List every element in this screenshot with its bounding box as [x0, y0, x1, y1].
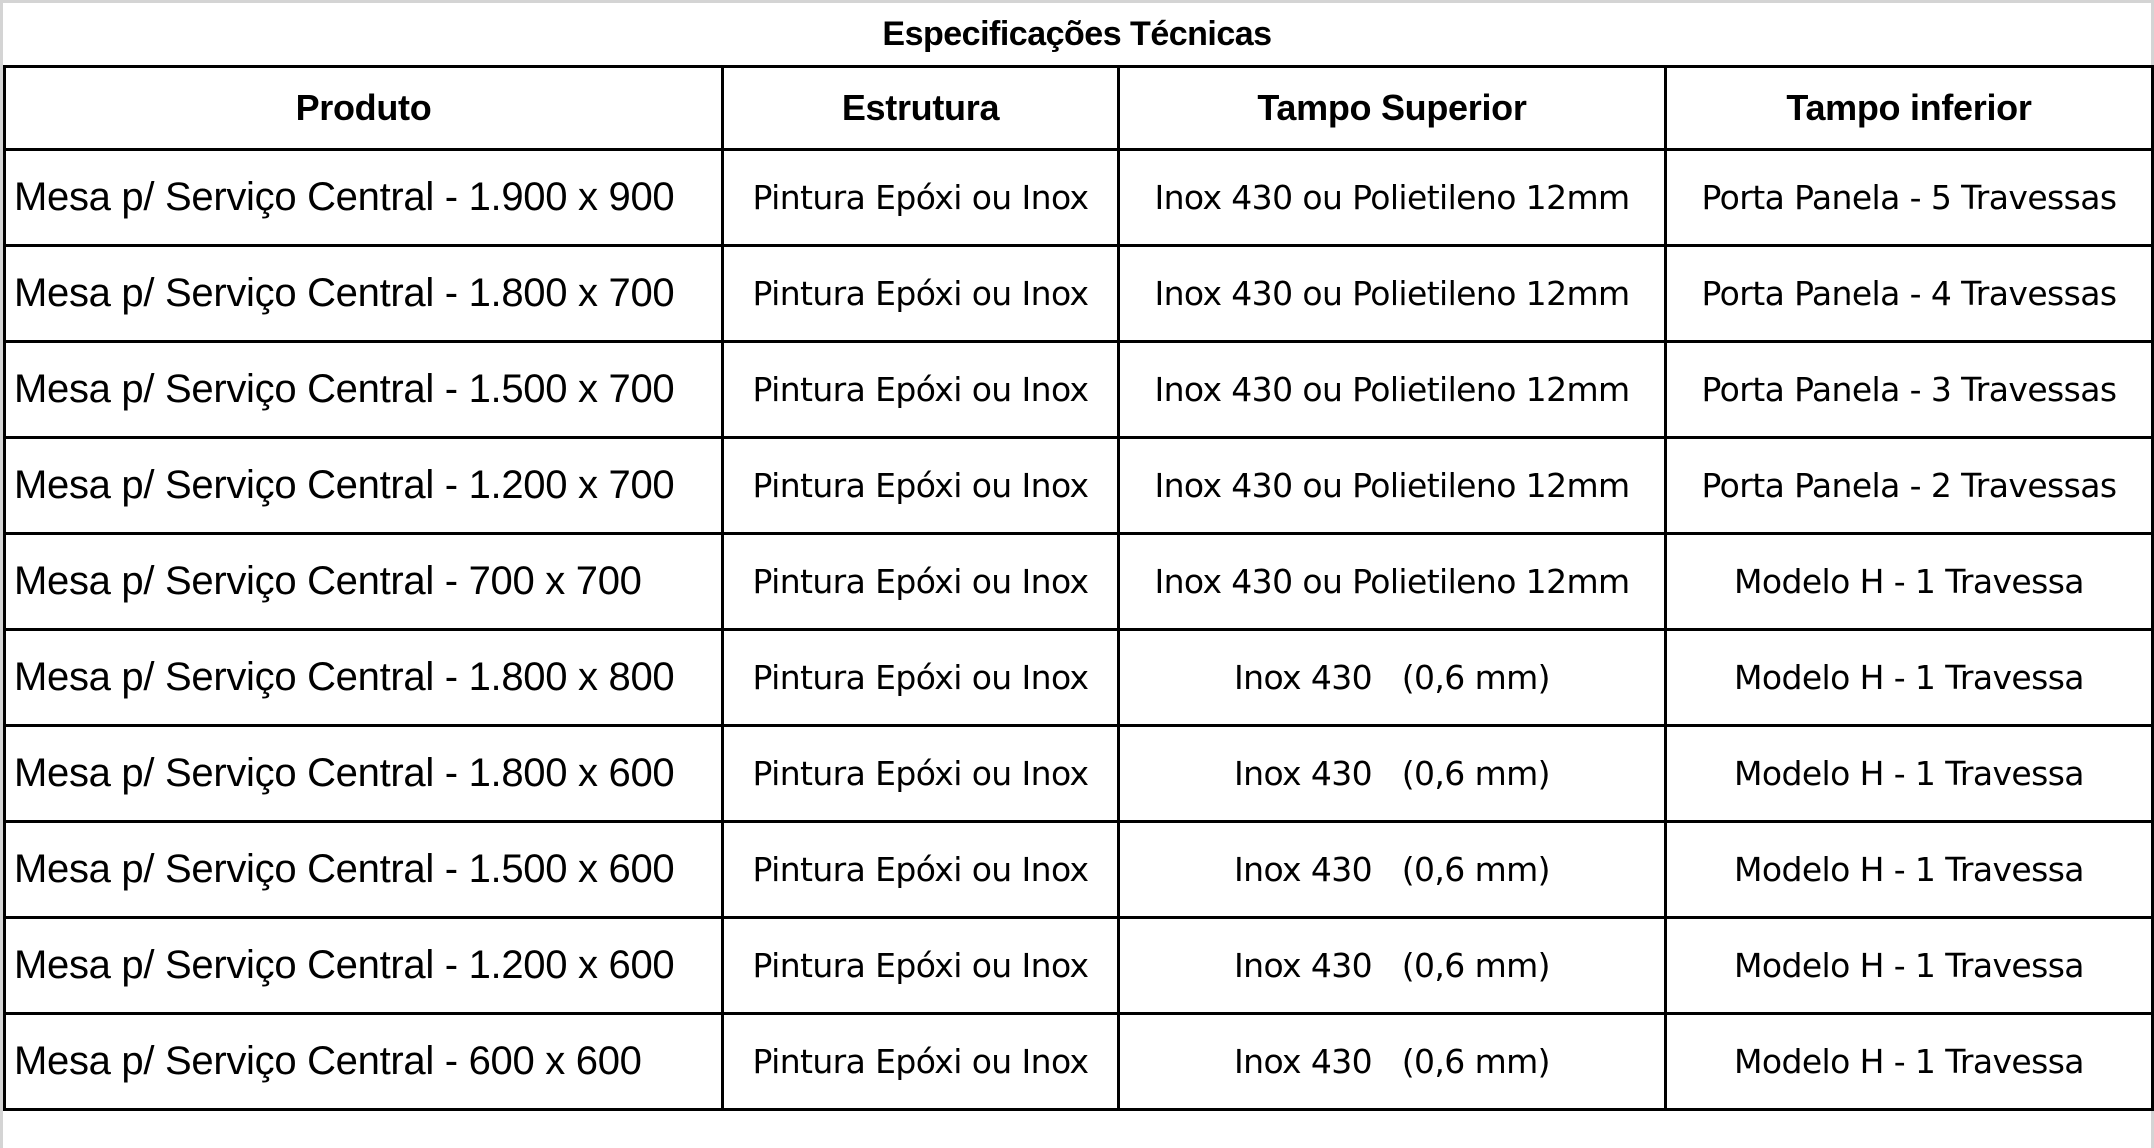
cell-produto: Mesa p/ Serviço Central - 1.800 x 700 [5, 246, 723, 342]
cell-tampo-inferior: Porta Panela - 5 Travessas [1666, 150, 2153, 246]
cell-estrutura: Pintura Epóxi ou Inox [723, 150, 1119, 246]
cell-tampo-superior: Inox 430 ou Polietileno 12mm [1119, 150, 1666, 246]
column-header-tampo-inferior: Tampo inferior [1666, 67, 2153, 150]
cell-tampo-superior: Inox 430 (0,6 mm) [1119, 630, 1666, 726]
table-title: Especificações Técnicas [882, 14, 1272, 53]
table-row [5, 726, 2153, 822]
cell-tampo-superior: Inox 430 (0,6 mm) [1119, 918, 1666, 1014]
cell-tampo-superior: Inox 430 (0,6 mm) [1119, 1014, 1666, 1110]
cell-estrutura: Pintura Epóxi ou Inox [723, 438, 1119, 534]
cell-tampo-inferior: Modelo H - 1 Travessa [1666, 822, 2153, 918]
cell-produto: Mesa p/ Serviço Central - 1.500 x 600 [5, 822, 723, 918]
cell-estrutura: Pintura Epóxi ou Inox [723, 726, 1119, 822]
cell-tampo-inferior: Modelo H - 1 Travessa [1666, 1014, 2153, 1110]
table-row [5, 246, 2153, 342]
cell-estrutura: Pintura Epóxi ou Inox [723, 1014, 1119, 1110]
cell-produto: Mesa p/ Serviço Central - 1.200 x 700 [5, 438, 723, 534]
cell-tampo-inferior: Modelo H - 1 Travessa [1666, 630, 2153, 726]
table-row [5, 918, 2153, 1014]
specs-table [3, 65, 2154, 1111]
cell-produto: Mesa p/ Serviço Central - 700 x 700 [5, 534, 723, 630]
cell-estrutura: Pintura Epóxi ou Inox [723, 534, 1119, 630]
cell-produto: Mesa p/ Serviço Central - 1.500 x 700 [5, 342, 723, 438]
cell-estrutura: Pintura Epóxi ou Inox [723, 342, 1119, 438]
column-header-produto: Produto [5, 67, 723, 150]
column-header-estrutura: Estrutura [723, 67, 1119, 150]
cell-tampo-superior: Inox 430 ou Polietileno 12mm [1119, 246, 1666, 342]
cell-estrutura: Pintura Epóxi ou Inox [723, 822, 1119, 918]
cell-tampo-superior: Inox 430 ou Polietileno 12mm [1119, 438, 1666, 534]
cell-tampo-inferior: Modelo H - 1 Travessa [1666, 918, 2153, 1014]
cell-tampo-inferior: Porta Panela - 2 Travessas [1666, 438, 2153, 534]
table-row [5, 1014, 2153, 1110]
cell-tampo-inferior: Modelo H - 1 Travessa [1666, 726, 2153, 822]
table-row [5, 438, 2153, 534]
cell-estrutura: Pintura Epóxi ou Inox [723, 918, 1119, 1014]
cell-produto: Mesa p/ Serviço Central - 1.800 x 800 [5, 630, 723, 726]
cell-tampo-superior: Inox 430 ou Polietileno 12mm [1119, 534, 1666, 630]
cell-tampo-inferior: Porta Panela - 4 Travessas [1666, 246, 2153, 342]
cell-produto: Mesa p/ Serviço Central - 1.800 x 600 [5, 726, 723, 822]
table-row [5, 342, 2153, 438]
table-row [5, 150, 2153, 246]
table-row [5, 630, 2153, 726]
cell-produto: Mesa p/ Serviço Central - 1.200 x 600 [5, 918, 723, 1014]
header-row [5, 67, 2153, 150]
cell-estrutura: Pintura Epóxi ou Inox [723, 246, 1119, 342]
cell-tampo-superior: Inox 430 ou Polietileno 12mm [1119, 342, 1666, 438]
cell-tampo-inferior: Porta Panela - 3 Travessas [1666, 342, 2153, 438]
cell-produto: Mesa p/ Serviço Central - 1.900 x 900 [5, 150, 723, 246]
cell-produto: Mesa p/ Serviço Central - 600 x 600 [5, 1014, 723, 1110]
cell-tampo-inferior: Modelo H - 1 Travessa [1666, 534, 2153, 630]
table-row [5, 534, 2153, 630]
cell-estrutura: Pintura Epóxi ou Inox [723, 630, 1119, 726]
table-body [5, 150, 2153, 1110]
cell-tampo-superior: Inox 430 (0,6 mm) [1119, 726, 1666, 822]
table-row [5, 822, 2153, 918]
column-header-tampo-superior: Tampo Superior [1119, 67, 1666, 150]
cell-tampo-superior: Inox 430 (0,6 mm) [1119, 822, 1666, 918]
